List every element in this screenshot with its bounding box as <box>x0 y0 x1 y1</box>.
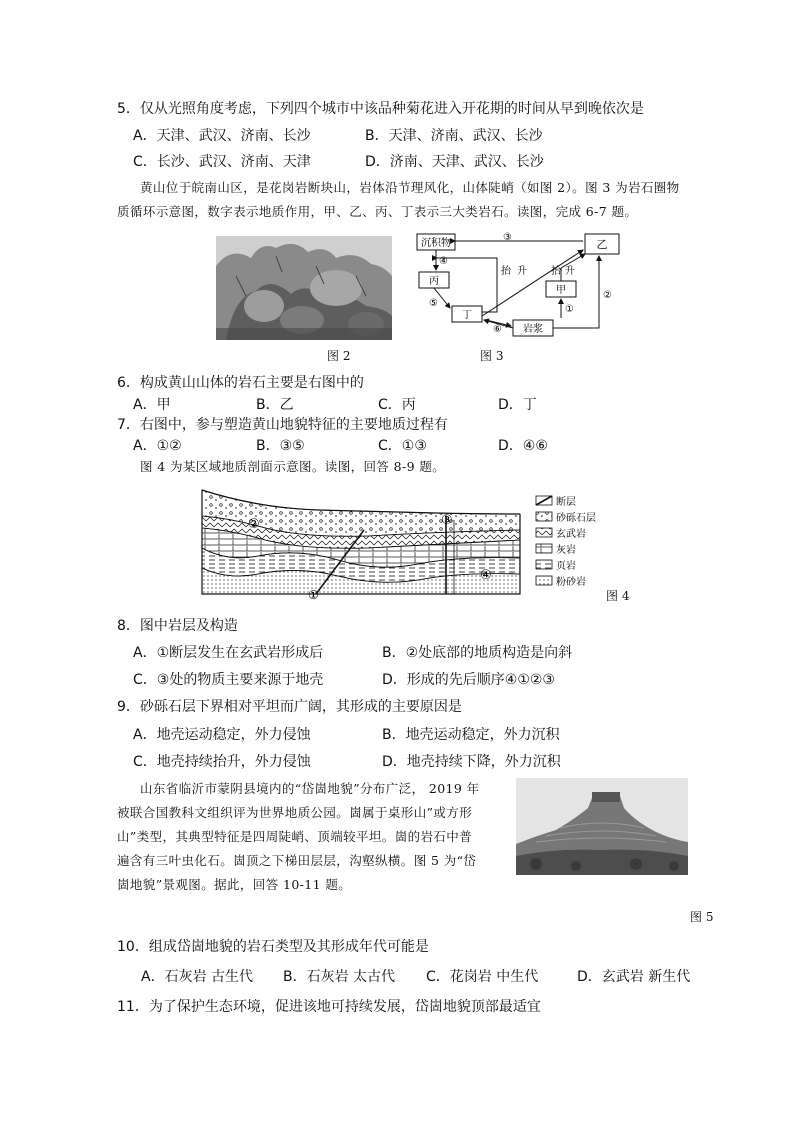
q6-option-d: D．丁 <box>498 397 537 413</box>
fig4-caption: 图 4 <box>606 589 630 603</box>
fig4-marker-3: ③ <box>441 513 453 528</box>
q11-stem: 11．为了保护生态环境，促进该地可持续发展，岱崮地貌顶部最适宜 <box>117 999 541 1015</box>
q8-option-d: D．形成的先后顺序④①②③ <box>382 672 555 688</box>
fig4-legend-fault: 断层 <box>556 497 576 508</box>
fig3-jia-label: 甲 <box>556 285 566 296</box>
intro-1011-line1: 山东省临沂市蒙阴县境内的“岱崮地貌”分布广泛， 2019 年 <box>140 781 480 796</box>
q8-option-c: C．③处的物质主要来源于地壳 <box>133 672 324 688</box>
fig4-marker-1: ① <box>308 588 319 600</box>
q8-option-b: B．②处底部的地质构造是向斜 <box>382 645 573 661</box>
fig4-legend-siltstone: 粉砂岩 <box>556 577 586 588</box>
q9-option-c: C．地壳持续抬升，外力侵蚀 <box>133 754 311 770</box>
fig4-marker-4: ④ <box>480 568 492 583</box>
fig5-daigu-landform-photo <box>516 778 688 875</box>
q10-option-c: C．花岗岩 中生代 <box>426 969 539 985</box>
q6-option-a: A．甲 <box>133 397 171 413</box>
fig3-num-1: ① <box>565 304 574 315</box>
fig3-yi-label: 乙 <box>596 238 608 251</box>
q9-option-d: D．地壳持续下降，外力沉积 <box>382 754 561 770</box>
q10-stem: 10．组成岱崮地貌的岩石类型及其形成年代可能是 <box>117 939 429 955</box>
fig4-legend-shale: 页岩 <box>556 561 576 572</box>
q9-option-a: A．地壳运动稳定，外力侵蚀 <box>133 727 311 743</box>
q10-option-a: A．石灰岩 古生代 <box>141 969 254 985</box>
intro-1011-line4: 遍含有三叶虫化石。崮顶之下梯田层层，沟壑纵横。图 5 为“岱 <box>117 853 477 868</box>
q5-option-b: B．天津、济南、武汉、长沙 <box>365 128 543 144</box>
fig2-huangshan-photo <box>216 236 392 340</box>
q7-option-d: D．④⑥ <box>498 438 548 454</box>
fig3-num-2: ② <box>603 290 612 301</box>
fig4-geologic-profile <box>198 486 528 600</box>
fig3-rock-cycle-diagram <box>413 228 623 346</box>
intro-1011-line2: 被联合国教科文组织评为世界地质公园。崮属于桌形山”或方形 <box>117 805 473 820</box>
q6-option-b: B．乙 <box>256 397 294 413</box>
fig3-uplift-1a: 抬 <box>501 266 511 277</box>
q5-stem: 5．仅从光照角度考虑，下列四个城市中该品种菊花进入开花期的时间从早到晚依次是 <box>117 101 644 117</box>
fig4-legend <box>534 494 614 590</box>
fig3-uplift-2b: 升 <box>565 266 575 277</box>
intro-1011-line5: 崮地貌”景观图。据此，回答 10-11 题。 <box>117 877 352 892</box>
fig3-uplift-1b: 升 <box>517 266 527 277</box>
fig3-num-4: ④ <box>439 256 448 267</box>
fig3-uplift-2a: 抬 <box>551 266 561 277</box>
q7-option-c: C．①③ <box>378 438 427 454</box>
q10-option-b: B．石灰岩 太古代 <box>283 969 396 985</box>
fig4-legend-basalt: 玄武岩 <box>556 529 586 540</box>
fig3-num-6: ⑥ <box>493 324 502 335</box>
fig2-caption: 图 2 <box>327 349 351 363</box>
q9-option-b: B．地壳运动稳定，外力沉积 <box>382 727 560 743</box>
fig4-legend-limestone: 灰岩 <box>556 545 576 556</box>
q7-stem: 7．右图中，参与塑造黄山地貌特征的主要地质过程有 <box>117 417 448 433</box>
fig3-ding-label: 丁 <box>462 310 472 321</box>
q7-option-b: B．③⑤ <box>256 438 305 454</box>
fig3-num-5: ⑤ <box>429 298 438 309</box>
q5-option-a: A．天津、武汉、济南、长沙 <box>133 128 311 144</box>
fig3-num-3: ③ <box>503 232 512 243</box>
intro-67-line2: 质循环示意图，数字表示地质作用，甲、乙、丙、丁表示三大类岩石。读图，完成 6-7 题。 <box>117 204 638 219</box>
fig3-magma-label: 岩浆 <box>523 324 543 335</box>
q9-stem: 9．砂砾石层下界相对平坦而广阔，其形成的主要原因是 <box>117 699 462 715</box>
q5-option-c: C．长沙、武汉、济南、天津 <box>133 154 311 170</box>
fig4-legend-gravel: 砂砾石层 <box>556 513 596 524</box>
q10-option-d: D．玄武岩 新生代 <box>577 969 691 985</box>
q8-option-a: A．①断层发生在玄武岩形成后 <box>133 645 324 661</box>
q6-option-c: C．丙 <box>378 397 416 413</box>
q6-stem: 6．构成黄山山体的岩石主要是右图中的 <box>117 375 364 391</box>
fig4-marker-2: ② <box>248 517 260 532</box>
intro-67-line1: 黄山位于皖南山区，是花岗岩断块山，岩体沿节理风化，山体陡峭（如图 2）。图 3 为岩石圈物 <box>140 180 680 195</box>
intro-1011-line3: 山”类型，其典型特征是四周陡峭、顶端较平坦。崮的岩石中普 <box>117 829 473 844</box>
q5-option-d: D．济南、天津、武汉、长沙 <box>365 154 544 170</box>
fig5-caption: 图 5 <box>690 910 714 924</box>
intro-89: 图 4 为某区域地质剖面示意图。读图，回答 8-9 题。 <box>140 459 446 474</box>
q8-stem: 8．图中岩层及构造 <box>117 618 238 634</box>
fig3-bing-label: 丙 <box>429 276 439 287</box>
q7-option-a: A．①② <box>133 438 182 454</box>
fig3-caption: 图 3 <box>480 349 504 363</box>
fig3-sediment-label: 沉积物 <box>421 238 451 249</box>
